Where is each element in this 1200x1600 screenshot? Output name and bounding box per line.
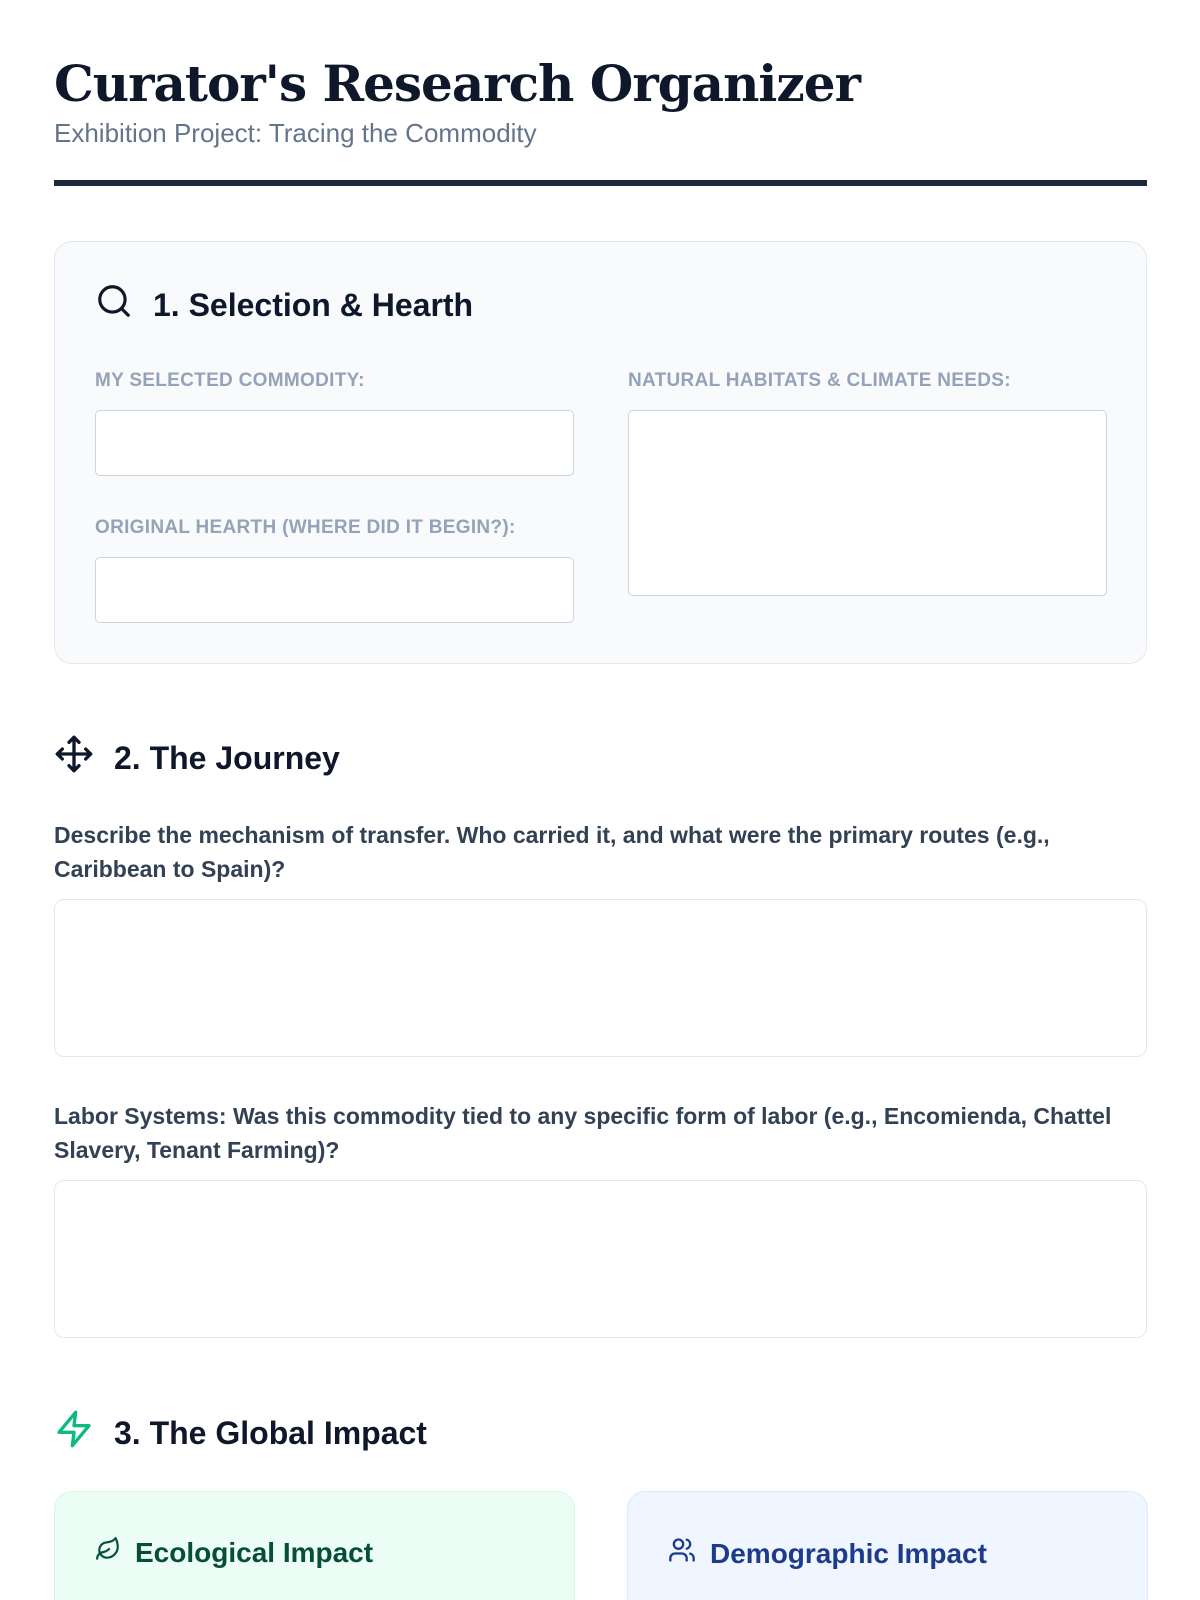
hearth-label: ORIGINAL HEARTH (WHERE DID IT BEGIN?): <box>95 517 516 538</box>
ecological-impact-title <box>95 1536 373 1569</box>
section-heading-impact <box>54 1409 427 1457</box>
move-icon <box>54 734 94 782</box>
impact-title-text: Ecological Impact <box>135 1536 374 1568</box>
search-icon <box>95 282 133 328</box>
commodity-label: MY SELECTED COMMODITY: <box>95 370 365 391</box>
selection-hearth-card <box>54 241 1147 664</box>
leaf-icon <box>95 1536 121 1569</box>
transfer-answer-textarea[interactable] <box>54 899 1147 1057</box>
section-heading-text: 3. The Global Impact <box>114 1414 427 1451</box>
labor-question: Labor Systems: Was this commodity tied to any specific form of labor (e.g., Encomienda, Chattel Slavery, Tenant Farming)? <box>54 1103 1112 1163</box>
habitats-textarea[interactable] <box>628 410 1107 596</box>
ecological-impact-card <box>54 1491 575 1600</box>
header-divider <box>54 180 1147 186</box>
commodity-input[interactable] <box>95 410 574 476</box>
demographic-impact-title <box>668 1536 987 1571</box>
section-heading-text: 1. Selection & Hearth <box>153 286 474 323</box>
labor-answer-textarea[interactable] <box>54 1180 1147 1338</box>
habitats-label: NATURAL HABITATS & CLIMATE NEEDS: <box>628 370 1011 391</box>
impact-title-text: Demographic Impact <box>710 1537 987 1569</box>
zap-icon <box>54 1409 94 1457</box>
page-title: Curator's Research Organizer <box>54 54 860 113</box>
hearth-input[interactable] <box>95 557 574 623</box>
section-heading-journey <box>54 734 340 782</box>
transfer-question: Describe the mechanism of transfer. Who carried it, and what were the primary routes (e.g., Caribbean to Spain)? <box>54 822 1050 882</box>
section-heading-text: 2. The Journey <box>114 739 340 776</box>
users-icon <box>668 1536 696 1571</box>
section-heading-selection <box>95 282 473 328</box>
demographic-impact-card <box>627 1491 1148 1600</box>
page-subtitle: Exhibition Project: Tracing the Commodity <box>54 118 537 148</box>
